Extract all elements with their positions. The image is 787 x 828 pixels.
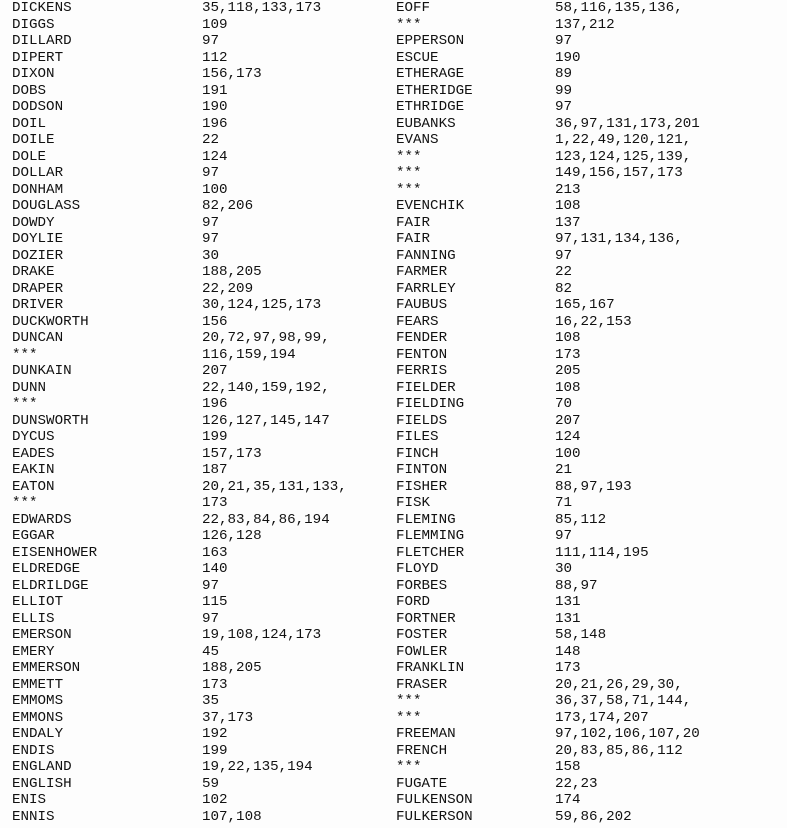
surname: FIELDS xyxy=(396,412,448,429)
surname: FORD xyxy=(396,594,431,610)
page-numbers: 137,212 xyxy=(555,16,615,33)
surname: DICKENS xyxy=(12,0,72,16)
page-numbers: 173 xyxy=(555,660,581,676)
surname: EMMETT xyxy=(12,676,64,693)
page-numbers: 97 xyxy=(202,610,220,627)
surname: FRANKLIN xyxy=(396,660,465,676)
page-numbers: 124 xyxy=(202,148,228,165)
surname: FRENCH xyxy=(396,742,448,759)
page-numbers: 89 xyxy=(555,66,573,82)
page-numbers: 137 xyxy=(555,214,581,231)
page-numbers: 190 xyxy=(555,49,581,66)
page-numbers: 97,102,106,107,20 xyxy=(555,726,700,742)
surname: DOWDY xyxy=(12,214,55,231)
surname: EPPERSON xyxy=(396,33,465,49)
page-numbers: 190 xyxy=(202,99,228,115)
surname: FENTON xyxy=(396,346,448,363)
page-numbers: 71 xyxy=(555,495,573,511)
surname: *** xyxy=(396,16,422,33)
surname: FERRIS xyxy=(396,363,448,379)
surname: *** xyxy=(396,165,422,181)
surname: DUCKWORTH xyxy=(12,313,89,330)
surname: *** xyxy=(396,181,422,198)
page-numbers: 1,22,49,120,121, xyxy=(555,132,692,148)
page-numbers: 16,22,153 xyxy=(555,313,632,330)
page-numbers: 59 xyxy=(202,775,220,792)
surname: FRASER xyxy=(396,676,448,693)
page-numbers: 156 xyxy=(202,313,228,330)
surname: DOLLAR xyxy=(12,165,64,181)
surname: FAUBUS xyxy=(396,297,448,313)
surname: FINTON xyxy=(396,462,448,478)
surname: DOBS xyxy=(12,82,47,99)
page-numbers: 108 xyxy=(555,198,581,214)
surname: EOFF xyxy=(396,0,431,16)
page-numbers: 173 xyxy=(555,346,581,363)
page-numbers: 22,23 xyxy=(555,775,598,792)
page-numbers: 100 xyxy=(202,181,228,198)
page-numbers: 20,21,35,131,133, xyxy=(202,478,347,495)
surname: ENDALY xyxy=(12,726,64,742)
page-numbers: 131 xyxy=(555,594,581,610)
surname: EAKIN xyxy=(12,462,55,478)
surname: DODSON xyxy=(12,99,64,115)
surname: DOUGLASS xyxy=(12,198,81,214)
page-numbers: 149,156,157,173 xyxy=(555,165,683,181)
surname: DOLE xyxy=(12,148,47,165)
page-numbers: 173 xyxy=(202,676,228,693)
page-numbers: 58,116,135,136, xyxy=(555,0,683,16)
surname: FORBES xyxy=(396,577,448,594)
page-numbers: 36,37,58,71,144, xyxy=(555,693,692,709)
surname: *** xyxy=(396,693,422,709)
page-numbers: 45 xyxy=(202,643,220,660)
surname: ELDREDGE xyxy=(12,561,81,577)
page-numbers: 205 xyxy=(555,363,581,379)
surname: FLOYD xyxy=(396,561,439,577)
page-numbers: 97 xyxy=(202,165,220,181)
page-numbers: 115 xyxy=(202,594,228,610)
surname: EATON xyxy=(12,478,55,495)
page-numbers: 107,108 xyxy=(202,808,262,825)
page-numbers: 19,108,124,173 xyxy=(202,627,322,643)
page-numbers: 163 xyxy=(202,544,228,561)
page-numbers: 22,140,159,192, xyxy=(202,379,330,396)
page-numbers: 19,22,135,194 xyxy=(202,759,313,775)
page-numbers: 97 xyxy=(202,231,220,247)
surname: FIELDER xyxy=(396,379,456,396)
page-numbers: 165,167 xyxy=(555,297,615,313)
page-numbers: 97,131,134,136, xyxy=(555,231,683,247)
page-numbers: 108 xyxy=(555,330,581,346)
page-numbers: 207 xyxy=(202,363,228,379)
surname: DIPERT xyxy=(12,49,64,66)
page-numbers: 124 xyxy=(555,429,581,445)
page-numbers: 156,173 xyxy=(202,66,262,82)
page-numbers: 21 xyxy=(555,462,573,478)
surname: EMMERSON xyxy=(12,660,81,676)
page-numbers: 99 xyxy=(555,82,573,99)
surname: ENIS xyxy=(12,792,47,808)
surname: DUNN xyxy=(12,379,47,396)
surname: EMMONS xyxy=(12,709,64,726)
page-numbers: 199 xyxy=(202,742,228,759)
page-numbers: 109 xyxy=(202,16,228,33)
surname: DIXON xyxy=(12,66,55,82)
page-numbers: 22,209 xyxy=(202,280,254,297)
surname: FILES xyxy=(396,429,439,445)
surname: EMERSON xyxy=(12,627,72,643)
surname: FLEMING xyxy=(396,511,456,528)
surname: ENDIS xyxy=(12,742,55,759)
page-numbers: 97 xyxy=(555,247,573,264)
page-numbers: 97 xyxy=(202,33,220,49)
surname: FOWLER xyxy=(396,643,448,660)
page-numbers: 199 xyxy=(202,429,228,445)
page-numbers: 97 xyxy=(555,528,573,544)
surname: FUGATE xyxy=(396,775,448,792)
surname: FIELDING xyxy=(396,396,465,412)
page-numbers: 97 xyxy=(202,214,220,231)
page-numbers: 102 xyxy=(202,792,228,808)
surname: *** xyxy=(396,148,422,165)
surname: FARMER xyxy=(396,264,448,280)
page-numbers: 111,114,195 xyxy=(555,544,649,561)
page-numbers: 85,112 xyxy=(555,511,607,528)
page-numbers: 188,205 xyxy=(202,660,262,676)
surname: EVENCHIK xyxy=(396,198,465,214)
surname: ELLIOT xyxy=(12,594,64,610)
surname: *** xyxy=(12,495,38,511)
page-numbers: 112 xyxy=(202,49,228,66)
surname: EADES xyxy=(12,445,55,462)
page-numbers: 30,124,125,173 xyxy=(202,297,322,313)
page-numbers: 97 xyxy=(555,33,573,49)
page-numbers: 22 xyxy=(555,264,573,280)
surname: DUNKAIN xyxy=(12,363,72,379)
surname: FULKERSON xyxy=(396,808,473,825)
page-numbers: 188,205 xyxy=(202,264,262,280)
surname: EUBANKS xyxy=(396,115,456,132)
surname: EISENHOWER xyxy=(12,544,98,561)
surname: DUNSWORTH xyxy=(12,412,89,429)
page-numbers: 30 xyxy=(555,561,573,577)
surname: DRAPER xyxy=(12,280,64,297)
surname: FINCH xyxy=(396,445,439,462)
page-numbers: 207 xyxy=(555,412,581,429)
page-numbers: 196 xyxy=(202,115,228,132)
surname: FLEMMING xyxy=(396,528,465,544)
page-numbers: 131 xyxy=(555,610,581,627)
surname: *** xyxy=(12,346,38,363)
page-numbers: 157,173 xyxy=(202,445,262,462)
page-numbers: 173 xyxy=(202,495,228,511)
page-numbers: 148 xyxy=(555,643,581,660)
page-numbers: 58,148 xyxy=(555,627,607,643)
surname: FAIR xyxy=(396,231,431,247)
surname: EDWARDS xyxy=(12,511,72,528)
surname: ENGLISH xyxy=(12,775,72,792)
page-numbers: 88,97 xyxy=(555,577,598,594)
page-numbers: 82 xyxy=(555,280,573,297)
surname: DOYLIE xyxy=(12,231,64,247)
page-numbers: 213 xyxy=(555,181,581,198)
surname: *** xyxy=(12,396,38,412)
page-numbers: 97 xyxy=(555,99,573,115)
page-numbers: 88,97,193 xyxy=(555,478,632,495)
surname: FARRLEY xyxy=(396,280,456,297)
page-numbers: 20,83,85,86,112 xyxy=(555,742,683,759)
surname: FLETCHER xyxy=(396,544,465,561)
surname: FANNING xyxy=(396,247,456,264)
page-numbers: 191 xyxy=(202,82,228,99)
surname: ELLIS xyxy=(12,610,55,627)
surname: FULKENSON xyxy=(396,792,473,808)
page-numbers: 126,127,145,147 xyxy=(202,412,330,429)
page-numbers: 108 xyxy=(555,379,581,396)
page-numbers: 123,124,125,139, xyxy=(555,148,692,165)
page-numbers: 35 xyxy=(202,693,220,709)
surname: FORTNER xyxy=(396,610,456,627)
page-numbers: 140 xyxy=(202,561,228,577)
surname: FEARS xyxy=(396,313,439,330)
surname: DOILE xyxy=(12,132,55,148)
page-numbers: 70 xyxy=(555,396,573,412)
page-numbers: 22,83,84,86,194 xyxy=(202,511,330,528)
page-numbers: 174 xyxy=(555,792,581,808)
surname: FENDER xyxy=(396,330,448,346)
surname: ETHERIDGE xyxy=(396,82,473,99)
surname: ESCUE xyxy=(396,49,439,66)
page-numbers: 116,159,194 xyxy=(202,346,296,363)
surname: DIGGS xyxy=(12,16,55,33)
surname: DRIVER xyxy=(12,297,64,313)
surname: EVANS xyxy=(396,132,439,148)
surname: DONHAM xyxy=(12,181,64,198)
surname: DILLARD xyxy=(12,33,72,49)
page-numbers: 82,206 xyxy=(202,198,254,214)
page-numbers: 100 xyxy=(555,445,581,462)
page-numbers: 97 xyxy=(202,577,220,594)
surname: *** xyxy=(396,709,422,726)
surname: DRAKE xyxy=(12,264,55,280)
page-numbers: 173,174,207 xyxy=(555,709,649,726)
page-numbers: 20,72,97,98,99, xyxy=(202,330,330,346)
page-numbers: 20,21,26,29,30, xyxy=(555,676,683,693)
page-numbers: 35,118,133,173 xyxy=(202,0,322,16)
surname: FREEMAN xyxy=(396,726,456,742)
surname: DOZIER xyxy=(12,247,64,264)
surname: FISHER xyxy=(396,478,448,495)
surname: ETHRIDGE xyxy=(396,99,465,115)
page-numbers: 36,97,131,173,201 xyxy=(555,115,700,132)
surname: DUNCAN xyxy=(12,330,64,346)
page-numbers: 187 xyxy=(202,462,228,478)
surname: ENNIS xyxy=(12,808,55,825)
page-numbers: 22 xyxy=(202,132,220,148)
surname: ENGLAND xyxy=(12,759,72,775)
surname: EMERY xyxy=(12,643,55,660)
surname: DYCUS xyxy=(12,429,55,445)
surname: EMMOMS xyxy=(12,693,64,709)
surname: ETHERAGE xyxy=(396,66,465,82)
page-numbers: 192 xyxy=(202,726,228,742)
page-numbers: 59,86,202 xyxy=(555,808,632,825)
surname: DOIL xyxy=(12,115,47,132)
surname: FOSTER xyxy=(396,627,448,643)
surname: ELDRILDGE xyxy=(12,577,89,594)
surname: *** xyxy=(396,759,422,775)
page-numbers: 126,128 xyxy=(202,528,262,544)
surname: FISK xyxy=(396,495,431,511)
page-numbers: 158 xyxy=(555,759,581,775)
surname: FAIR xyxy=(396,214,431,231)
page-numbers: 196 xyxy=(202,396,228,412)
page-numbers: 30 xyxy=(202,247,220,264)
surname: EGGAR xyxy=(12,528,55,544)
page-numbers: 37,173 xyxy=(202,709,254,726)
